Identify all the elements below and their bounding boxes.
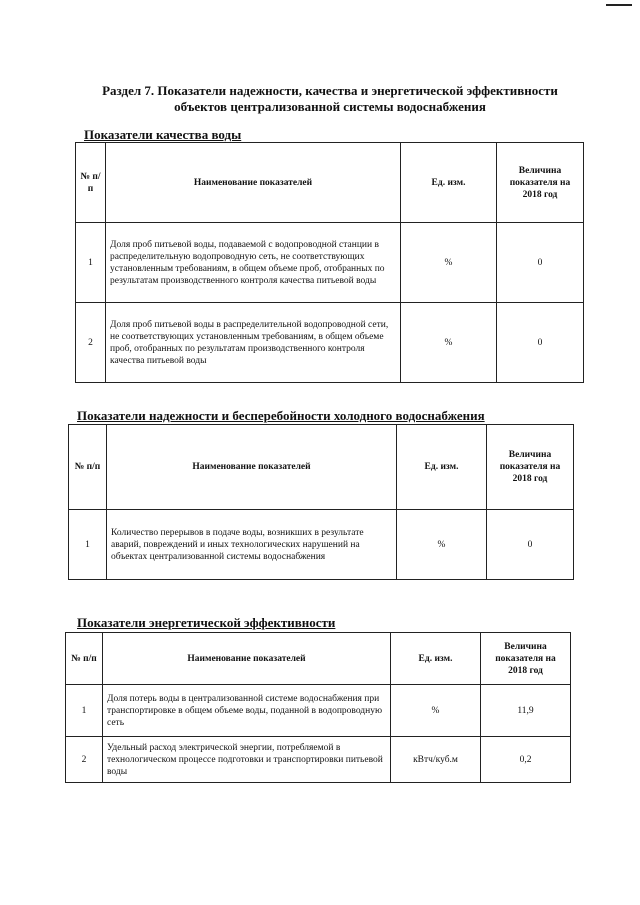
row-value: 11,9 (481, 685, 571, 737)
row-value: 0 (497, 303, 584, 383)
table-header-row (66, 633, 571, 685)
header-name: Наименование показателей (107, 425, 397, 510)
table-row (76, 303, 584, 383)
row-num: 1 (76, 223, 106, 303)
table-row (66, 685, 571, 737)
row-num: 2 (66, 737, 103, 783)
header-num: № п/п (69, 425, 107, 510)
header-value: Величина показателя на 2018 год (497, 143, 584, 223)
row-value: 0 (497, 223, 584, 303)
row-unit: кВтч/куб.м (391, 737, 481, 783)
row-name: Удельный расход электрической энергии, потребляемой в технологическом процессе подготовки и транспортировки питьевой воды (103, 737, 391, 783)
section-title-energy: Показатели энергетической эффективности (77, 615, 336, 630)
water-quality-table (75, 142, 584, 383)
row-name: Доля потерь воды в централизованной системе водоснабжения при транспортировке в общем объеме воды, поданной в водопроводную сеть (103, 685, 391, 737)
row-value: 0,2 (481, 737, 571, 783)
header-value: Величина показателя на 2018 год (487, 425, 574, 510)
row-num: 1 (66, 685, 103, 737)
table-row (66, 737, 571, 783)
page-title-line2: объектов централизованной системы водоснабжения (174, 99, 486, 114)
page-title-line1: Раздел 7. Показатели надежности, качества и энергетической эффективности (102, 83, 558, 98)
page-title (70, 83, 590, 115)
reliability-table (68, 424, 574, 580)
row-name: Доля проб питьевой воды, подаваемой с водопроводной станции в распределительную водопроводную сеть, не соответствующих установленным требованиям, в общем объеме проб, отобранных по результатам производственного контроля качества питьевой воды (106, 223, 401, 303)
row-unit: % (401, 303, 497, 383)
row-unit: % (391, 685, 481, 737)
row-unit: % (401, 223, 497, 303)
row-unit: % (397, 510, 487, 580)
header-unit: Ед. изм. (391, 633, 481, 685)
header-num: № п/п (76, 143, 106, 223)
row-name: Доля проб питьевой воды в распределительной водопроводной сети, не соответствующих установленным требованиям, в общем объеме проб, отобранных по результатам производственного контроля качества питьевой воды (106, 303, 401, 383)
header-unit: Ед. изм. (401, 143, 497, 223)
corner-mark (606, 4, 632, 6)
energy-efficiency-table (65, 632, 571, 783)
table-header-row (76, 143, 584, 223)
header-name: Наименование показателей (103, 633, 391, 685)
row-name: Количество перерывов в подаче воды, возникших в результате аварий, повреждений и иных технологических нарушений на объектах централизованной системы водоснабжения (107, 510, 397, 580)
table-row (69, 510, 574, 580)
table-header-row (69, 425, 574, 510)
header-unit: Ед. изм. (397, 425, 487, 510)
header-name: Наименование показателей (106, 143, 401, 223)
header-value: Величина показателя на 2018 год (481, 633, 571, 685)
row-value: 0 (487, 510, 574, 580)
table-row (76, 223, 584, 303)
section-title-water-quality: Показатели качества воды (84, 127, 242, 142)
row-num: 2 (76, 303, 106, 383)
header-num: № п/п (66, 633, 103, 685)
row-num: 1 (69, 510, 107, 580)
section-title-reliability: Показатели надежности и бесперебойности холодного водоснабжения (77, 408, 485, 423)
